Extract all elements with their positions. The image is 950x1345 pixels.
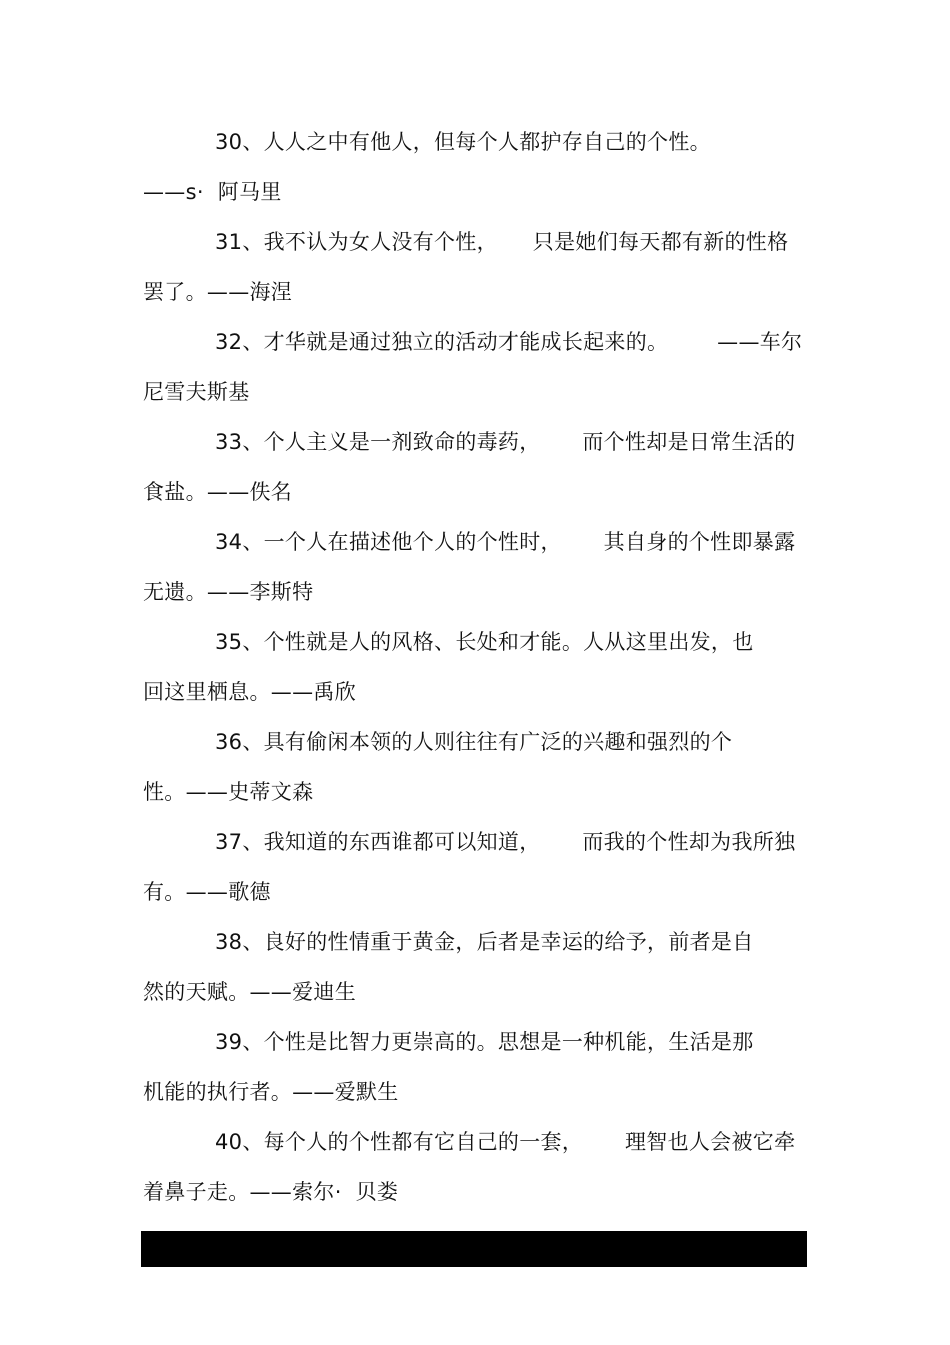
quote-40-line-2: 着鼻子走。——索尔· 贝娄 (143, 1180, 399, 1204)
quote-37-line-1: 37、我知道的东西谁都可以知道， 而我的个性却为我所独 (215, 830, 796, 854)
quote-38-line-1: 38、良好的性情重于黄金，后者是幸运的给予，前者是自 (215, 930, 754, 954)
quote-31-line-2: 罢了。——海涅 (143, 280, 293, 304)
quote-39-line-1: 39、个性是比智力更崇高的。思想是一种机能，生活是那 (215, 1030, 754, 1054)
quote-32-line-2: 尼雪夫斯基 (143, 380, 250, 404)
quote-35-line-2: 回这里栖息。——禹欣 (143, 680, 356, 704)
quote-38-line-2: 然的天赋。——爱迪生 (143, 980, 356, 1004)
quote-33-line-1: 33、个人主义是一剂致命的毒药， 而个性却是日常生活的 (215, 430, 796, 454)
footer-black-bar (141, 1231, 807, 1267)
quote-30-line-1: 30、人人之中有他人，但每个人都护存自己的个性。 (215, 130, 711, 154)
quote-34-line-1: 34、一个人在描述他个人的个性时， 其自身的个性即暴露 (215, 530, 796, 554)
quote-39-line-2: 机能的执行者。——爱默生 (143, 1080, 399, 1104)
quote-30-line-2: ——s· 阿马里 (143, 180, 282, 204)
quote-33-line-2: 食盐。——佚名 (143, 480, 293, 504)
quote-34-line-2: 无遗。——李斯特 (143, 580, 314, 604)
quote-36-line-2: 性。——史蒂文森 (143, 780, 314, 804)
quote-37-line-2: 有。——歌德 (143, 880, 271, 904)
quote-32-line-1: 32、才华就是通过独立的活动才能成长起来的。 ——车尔 (215, 330, 803, 354)
quote-36-line-1: 36、具有偷闲本领的人则往往有广泛的兴趣和强烈的个 (215, 730, 733, 754)
quote-35-line-1: 35、个性就是人的风格、长处和才能。人从这里出发，也 (215, 630, 754, 654)
quote-40-line-1: 40、每个人的个性都有它自己的一套， 理智也人会被它牵 (215, 1130, 796, 1154)
quote-31-line-1: 31、我不认为女人没有个性， 只是她们每天都有新的性格 (215, 230, 789, 254)
